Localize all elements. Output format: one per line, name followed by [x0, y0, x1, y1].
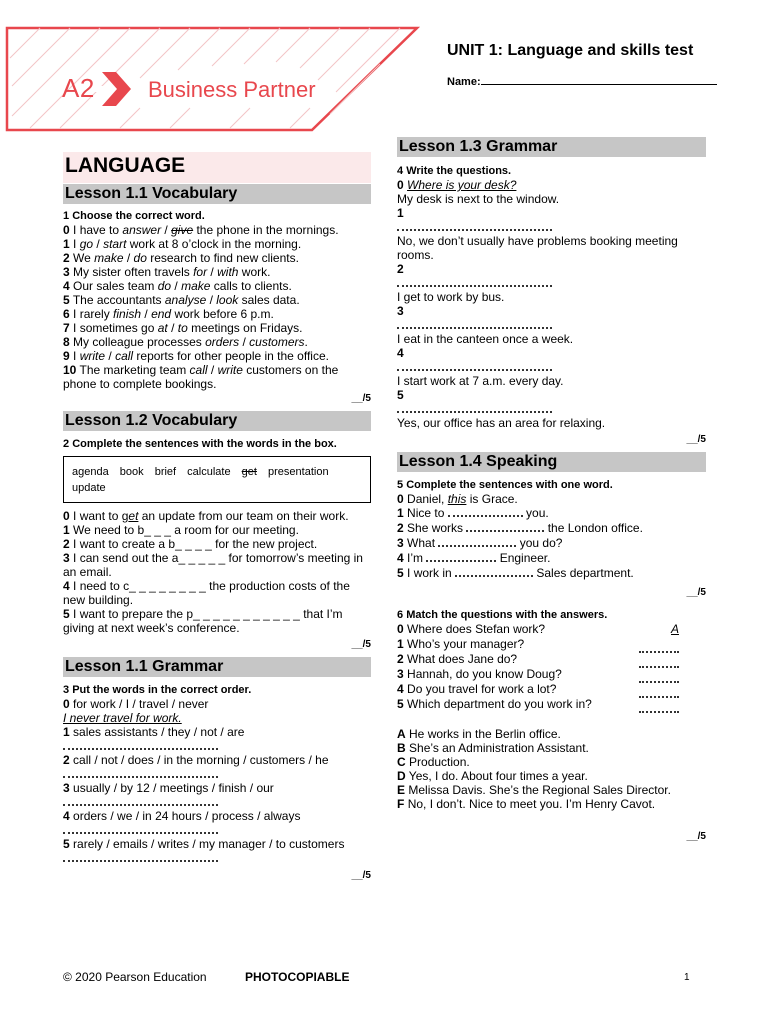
ex4-item [397, 262, 706, 290]
item-text: sales data. [238, 293, 300, 307]
item-number: 2 [63, 753, 70, 767]
name-field[interactable] [447, 74, 717, 89]
ex3-answer-line[interactable] [63, 768, 218, 778]
name-label: Name: [447, 76, 481, 88]
ex4-answer: I get to work by bus. [397, 290, 505, 304]
ex4-answer: I start work at 7 a.m. every day. [397, 374, 564, 388]
ex3-item [63, 753, 371, 767]
item-number: 1 [63, 523, 70, 537]
ex6-question [397, 697, 706, 712]
option-a[interactable]: answer [122, 223, 162, 237]
option-letter: F [397, 797, 405, 811]
ex6-option [397, 741, 706, 755]
footer-copyright: © 2020 Pearson Education [63, 970, 207, 984]
option-b[interactable]: end [151, 307, 172, 321]
logo-level: A2 [62, 73, 95, 103]
ex1-items [63, 223, 371, 391]
ex4-score[interactable]: __/5 [686, 434, 706, 445]
ex3-heading: Lesson 1.1 Grammar [63, 657, 371, 677]
option-separator: / [105, 349, 116, 363]
ex1-item [63, 265, 371, 279]
example-answer: A [670, 622, 679, 636]
option-separator: / [167, 321, 178, 335]
ex5-answer-line[interactable] [455, 567, 533, 577]
item-text: . [304, 335, 308, 349]
ex5-item [397, 536, 706, 551]
item-number: 4 [63, 809, 70, 823]
option-b[interactable]: call [115, 349, 134, 363]
ex5-example: 0 Daniel, this is Grace. [397, 492, 518, 506]
option-b[interactable]: start [103, 237, 127, 251]
ex6-option [397, 783, 706, 797]
ex6-question [397, 637, 706, 652]
option-letter: B [397, 741, 406, 755]
ex1-item [63, 321, 371, 335]
option-separator: / [141, 307, 152, 321]
box-word: brief [154, 466, 177, 478]
ex1-item [63, 349, 371, 363]
ex3-item [63, 809, 371, 823]
ex4-example: 0 Where is your desk? [397, 178, 517, 192]
right-column [397, 137, 706, 843]
item-text: The marketing team [79, 363, 190, 377]
option-text: Melissa Davis. She’s the Regional Sales Director. [408, 783, 671, 797]
item-text: What does Jane do? [407, 652, 518, 666]
item-number: 3 [63, 551, 70, 565]
ex4-question-line[interactable] [397, 277, 552, 287]
item-number: 1 [63, 237, 70, 251]
option-a[interactable]: do [157, 279, 172, 293]
ex4-answer: No, we don’t usually have problems booking meeting rooms. [397, 234, 678, 262]
option-separator: / [93, 237, 104, 251]
ex1-item [63, 307, 371, 321]
ex4-item [397, 388, 706, 416]
ex3-item [63, 781, 371, 795]
item-text: I’m [407, 551, 427, 565]
item-text[interactable]: I want to prepare the p_ _ _ _ _ _ _ _ _ _ _ that I’m giving at next week’s conference. [63, 607, 343, 635]
ex2-item [63, 579, 371, 607]
ex3-item [63, 837, 371, 851]
left-column [63, 152, 371, 882]
name-line[interactable] [481, 74, 717, 85]
item-text: She works [407, 521, 467, 535]
ex6-option [397, 797, 706, 811]
option-a[interactable]: call [189, 363, 208, 377]
ex6-question [397, 622, 706, 637]
item-number: 2 [397, 652, 404, 666]
option-a[interactable]: for [193, 265, 208, 279]
ex3-items [63, 725, 371, 865]
ex6-answer-slot[interactable] [639, 702, 679, 717]
box-word: book [119, 466, 144, 478]
item-text: Which department do you work in? [407, 697, 592, 711]
ex4-heading: Lesson 1.3 Grammar [397, 137, 706, 157]
item-text: research to find new clients. [146, 251, 299, 265]
box-word: calculate [187, 466, 231, 478]
ex3-answer-line[interactable] [63, 796, 218, 806]
ex2-heading: Lesson 1.2 Vocabulary [63, 411, 371, 431]
ex6-answer-line[interactable] [639, 703, 679, 713]
option-b[interactable]: give [171, 223, 194, 237]
ex1-item [63, 279, 371, 293]
ex4-item [397, 304, 706, 332]
item-number: 0 [63, 509, 70, 523]
option-a[interactable]: analyse [164, 293, 207, 307]
option-separator: / [207, 265, 218, 279]
ex1-score[interactable]: __/5 [351, 393, 371, 404]
ex6-option [397, 769, 706, 783]
ex6-option [397, 727, 706, 741]
language-title: LANGUAGE [63, 152, 371, 183]
ex4-question-line[interactable] [397, 319, 552, 329]
item-text: the London office. [544, 521, 643, 535]
ex3-item [63, 725, 371, 739]
option-a[interactable]: finish [113, 307, 142, 321]
ex3-answer-line[interactable] [63, 852, 218, 862]
ex2-item [63, 537, 371, 551]
item-text[interactable]: We need to b_ _ _ a room for our meeting. [73, 523, 299, 537]
item-number: 1 [397, 637, 404, 651]
item-number: 4 [397, 551, 404, 565]
ex6-question [397, 667, 706, 682]
ex6-answers [397, 727, 706, 811]
header-logo-frame [0, 0, 430, 140]
item-text[interactable]: I can send out the a_ _ _ _ _ for tomorrow’s meeting in an email. [63, 551, 363, 579]
ex4-item [397, 346, 706, 374]
item-text: you. [522, 506, 549, 520]
item-text: usually / by 12 / meetings / finish / our [73, 781, 274, 795]
ex4-item [397, 206, 706, 234]
ex6-question [397, 682, 706, 697]
ex2-score[interactable]: __/5 [351, 639, 371, 650]
ex5-item [397, 551, 706, 566]
option-text: She’s an Administration Assistant. [409, 741, 589, 755]
ex3-score[interactable]: __/5 [351, 870, 371, 881]
ex1-item [63, 335, 371, 349]
item-number: 1 [63, 725, 70, 739]
item-number: 2 [397, 521, 404, 535]
ex6-answer-slot[interactable] [671, 622, 679, 637]
item-number: 5 [63, 837, 70, 851]
ex2-items [63, 509, 371, 635]
box-word: presentation [268, 466, 329, 478]
ex2-item [63, 523, 371, 537]
item-text: We [73, 251, 95, 265]
item-number: 4 [63, 579, 70, 593]
ex3-answer-row [63, 851, 371, 865]
item-text: Do you travel for work a lot? [407, 682, 557, 696]
option-text: No, I don’t. Nice to meet you. I’m Henry Cavot. [407, 797, 656, 811]
item-number: 4 [397, 346, 404, 360]
ex1-item [63, 223, 371, 237]
item-text: an update from our team on their work. [138, 509, 349, 523]
item-text: I work in [407, 566, 456, 580]
ex5-heading: Lesson 1.4 Speaking [397, 452, 706, 472]
option-separator: / [123, 251, 134, 265]
item-number: 4 [397, 682, 404, 696]
item-number: 4 [63, 279, 70, 293]
ex5-item [397, 566, 706, 581]
word-box [63, 456, 371, 503]
ex3-instruction: 3 Put the words in the correct order. [63, 684, 252, 696]
item-text: I rarely [73, 307, 114, 321]
ex3-answer-row [63, 795, 371, 809]
item-text: I want to g [73, 509, 129, 523]
option-separator: / [161, 223, 172, 237]
item-number: 3 [63, 781, 70, 795]
box-word: get [241, 466, 257, 478]
item-text: the phone in the mornings. [193, 223, 339, 237]
item-text: calls to clients. [210, 279, 292, 293]
item-text: Who’s your manager? [407, 637, 525, 651]
item-text: My sister often travels [73, 265, 194, 279]
option-a[interactable]: orders [205, 335, 240, 349]
item-text: Nice to [407, 506, 448, 520]
ex4-question-line[interactable] [397, 403, 552, 413]
option-letter: D [397, 769, 406, 783]
ex2-item [63, 551, 371, 579]
item-number: 2 [63, 537, 70, 551]
ex5-items [397, 506, 706, 581]
item-number: 2 [63, 251, 70, 265]
option-b[interactable]: look [216, 293, 239, 307]
item-text: work. [238, 265, 271, 279]
item-text: My colleague processes [73, 335, 206, 349]
item-number: 5 [63, 607, 70, 621]
ex1-item [63, 251, 371, 265]
ex3-answer-line[interactable] [63, 740, 218, 750]
item-number: 3 [397, 304, 404, 318]
option-letter: C [397, 755, 406, 769]
ex5-item [397, 521, 706, 536]
item-text: I [73, 349, 80, 363]
option-separator: / [206, 293, 217, 307]
footer-photocopiable: PHOTOCOPIABLE [245, 970, 350, 984]
ex5-answer-line[interactable] [438, 537, 516, 547]
ex1-item [63, 237, 371, 251]
option-b[interactable]: make [181, 279, 211, 293]
item-number: 3 [63, 265, 70, 279]
item-text[interactable]: I want to create a b_ _ _ _ for the new project. [73, 537, 318, 551]
option-letter: A [397, 727, 406, 741]
option-b[interactable]: customers [249, 335, 305, 349]
option-b[interactable]: to [177, 321, 188, 335]
ex4-answer: I eat in the canteen once a week. [397, 332, 574, 346]
item-text: reports for other people in the office. [133, 349, 329, 363]
ex1-item [63, 293, 371, 307]
item-number: 7 [63, 321, 70, 335]
page-number: 1 [684, 972, 690, 983]
option-a[interactable]: make [94, 251, 124, 265]
ex3-answer-row [63, 823, 371, 837]
ex3-example: 0 for work / I / travel / never [63, 697, 209, 711]
ex3-example-answer: I never travel for work. [63, 711, 182, 725]
item-text: work at 8 o’clock in the morning. [126, 237, 302, 251]
item-number: 10 [63, 363, 77, 377]
item-number: 3 [397, 536, 404, 550]
item-text: work before 6 p.m. [171, 307, 274, 321]
ex5-answer-line[interactable] [448, 507, 523, 517]
option-text: He works in the Berlin office. [409, 727, 561, 741]
ex4-answer: Yes, our office has an area for relaxing. [397, 416, 606, 430]
item-number: 9 [63, 349, 70, 363]
option-separator: / [239, 335, 250, 349]
ex5-score[interactable]: __/5 [686, 587, 706, 598]
item-text: orders / we / in 24 hours / process / always [73, 809, 301, 823]
item-number: 2 [397, 262, 404, 276]
item-text: I [73, 237, 80, 251]
ex2-instruction: 2 Complete the sentences with the words in the box. [63, 438, 337, 450]
unit-title: UNIT 1: Language and skills test [447, 42, 694, 59]
option-separator: / [171, 279, 182, 293]
item-number: 5 [397, 388, 404, 402]
ex5-answer-line[interactable] [466, 522, 544, 532]
item-number: 0 [397, 622, 404, 636]
ex1-instruction: 1 Choose the correct word. [63, 210, 205, 222]
item-number: 1 [397, 206, 404, 220]
ex1-item [63, 363, 371, 391]
item-number: 5 [397, 566, 404, 580]
item-text: meetings on Fridays. [187, 321, 303, 335]
item-text: Our sales team [73, 279, 158, 293]
item-text[interactable]: I need to c_ _ _ _ _ _ _ _ the production costs of the new building. [63, 579, 350, 607]
ex4-question-line[interactable] [397, 221, 552, 231]
item-text: I have to [73, 223, 123, 237]
ex5-answer-line[interactable] [426, 552, 496, 562]
option-a[interactable]: write [79, 349, 106, 363]
option-separator: / [207, 363, 218, 377]
item-text: Hannah, do you know Doug? [407, 667, 562, 681]
item-text: I sometimes go [73, 321, 158, 335]
item-text: customers on the phone to complete bookings. [63, 363, 339, 391]
ex5-item [397, 506, 706, 521]
ex4-items [397, 206, 706, 430]
item-text: The accountants [72, 293, 165, 307]
item-number: 3 [397, 667, 404, 681]
ex1-heading: Lesson 1.1 Vocabulary [63, 184, 371, 204]
item-text: Where does Stefan work? [407, 622, 546, 636]
ex4-question-line[interactable] [397, 361, 552, 371]
ex4-instruction: 4 Write the questions. [397, 165, 512, 177]
item-text: Sales department. [533, 566, 634, 580]
option-b[interactable]: write [217, 363, 243, 377]
option-b[interactable]: with [217, 265, 239, 279]
ex6-score[interactable]: __/5 [686, 831, 706, 842]
item-number: 5 [63, 293, 70, 307]
item-text: you do? [516, 536, 563, 550]
option-b[interactable]: do [133, 251, 147, 265]
ex3-answer-row [63, 739, 371, 753]
ex3-answer-row [63, 767, 371, 781]
option-a[interactable]: go [79, 237, 94, 251]
example-fill: et [128, 509, 139, 523]
item-number: 6 [63, 307, 70, 321]
option-text: Production. [409, 755, 470, 769]
item-text: Engineer. [496, 551, 551, 565]
box-word: agenda [72, 466, 109, 478]
ex2-item [63, 607, 371, 635]
ex2-item [63, 509, 371, 523]
ex6-instruction: 6 Match the questions with the answers. [397, 609, 608, 621]
item-text: sales assistants / they / not / are [73, 725, 245, 739]
item-number: 0 [63, 223, 70, 237]
item-text: What [407, 536, 439, 550]
ex6-questions [397, 622, 706, 712]
option-a[interactable]: at [157, 321, 168, 335]
ex5-instruction: 5 Complete the sentences with one word. [397, 479, 613, 491]
item-number: 8 [63, 335, 70, 349]
ex3-answer-line[interactable] [63, 824, 218, 834]
ex6-option [397, 755, 706, 769]
item-text: rarely / emails / writes / my manager / to customers [73, 837, 345, 851]
item-number: 1 [397, 506, 404, 520]
logo-brand-name: Business Partner [148, 77, 316, 102]
ex4-example-answer: My desk is next to the window. [397, 192, 560, 206]
option-text: Yes, I do. About four times a year. [408, 769, 588, 783]
item-text: call / not / does / in the morning / customers / he [73, 753, 329, 767]
box-word: update [72, 482, 106, 494]
ex6-question [397, 652, 706, 667]
item-number: 5 [397, 697, 404, 711]
option-letter: E [397, 783, 406, 797]
